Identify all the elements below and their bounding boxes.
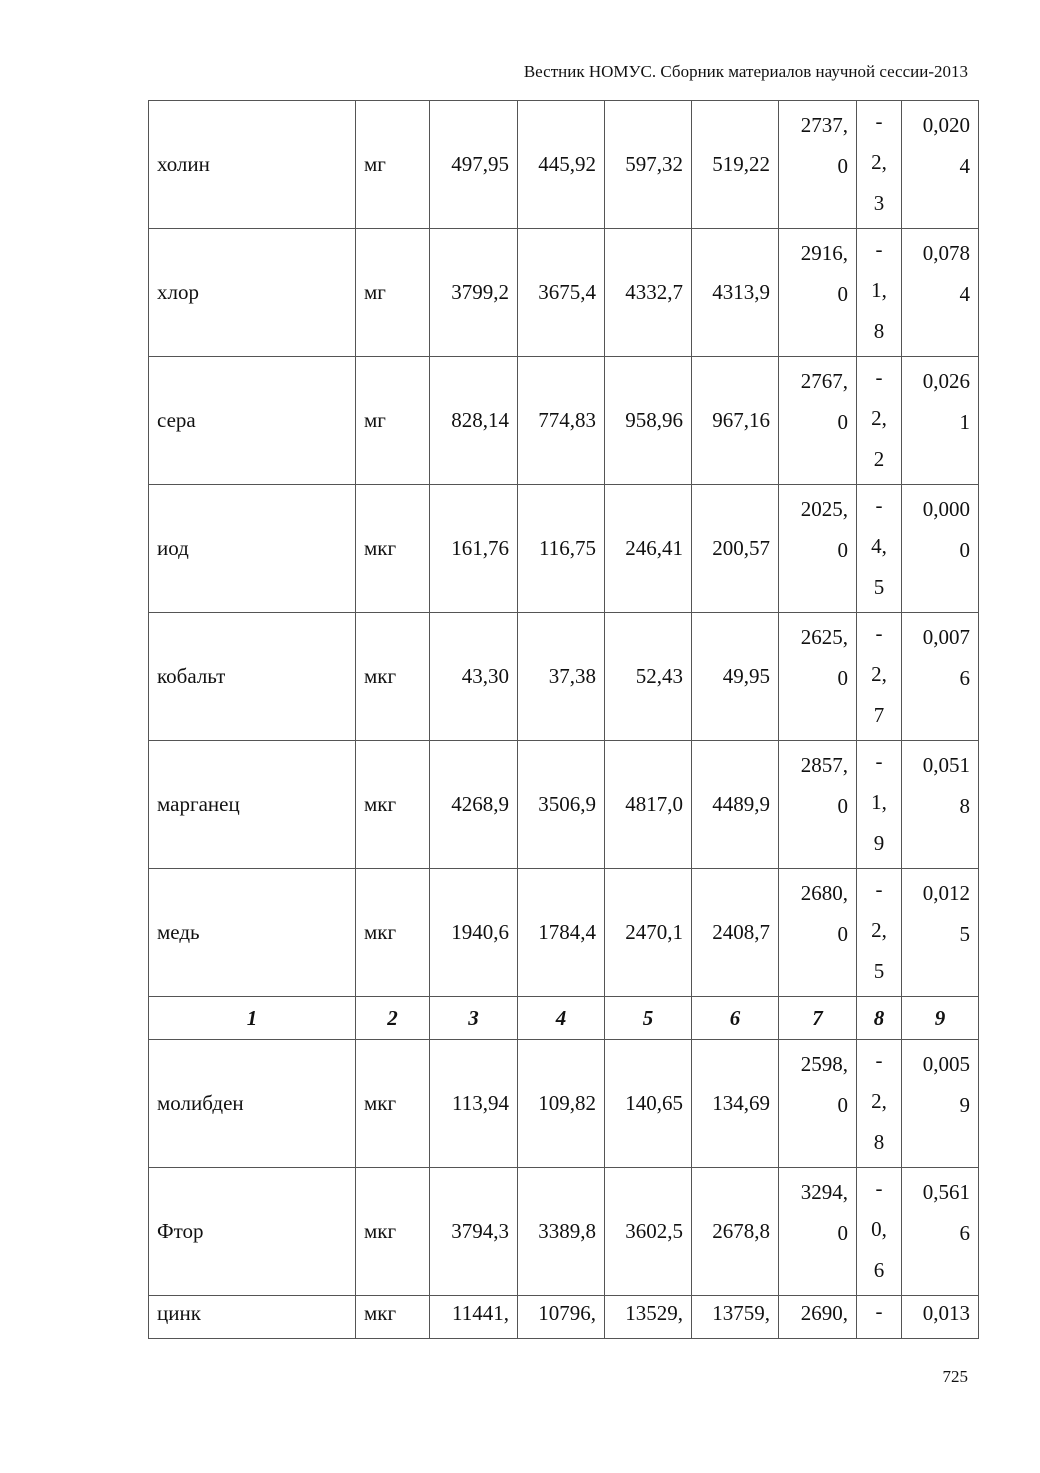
- cell-col7-line: 0: [837, 922, 848, 946]
- table-row: [149, 1040, 979, 1168]
- cell-col9-line: 0: [959, 538, 970, 562]
- cell-col8-line: -: [875, 1176, 883, 1200]
- cell-col7: [779, 485, 857, 613]
- cell-col3: 828,14: [430, 357, 518, 485]
- cell-col3: 161,76: [430, 485, 518, 613]
- cell-col4: 109,82: [518, 1040, 605, 1168]
- cell-unit: мкг: [356, 1168, 430, 1296]
- cell-col5: 958,96: [605, 357, 692, 485]
- cell-col9-line: 1: [959, 410, 970, 434]
- cell-col9: [902, 101, 979, 229]
- cell-unit: мкг: [356, 1296, 430, 1339]
- cell-col7-line: 2680,: [800, 881, 848, 905]
- column-index-cell: 9: [902, 997, 979, 1040]
- cell-col4: 3506,9: [518, 741, 605, 869]
- cell-col6: 519,22: [692, 101, 779, 229]
- cell-col9: [902, 229, 979, 357]
- cell-unit: мкг: [356, 1040, 430, 1168]
- table-row: [149, 1168, 979, 1296]
- cell-col9: [902, 357, 979, 485]
- cell-col3: 4268,9: [430, 741, 518, 869]
- table-row: [149, 1296, 979, 1339]
- cell-col8-line: 6: [873, 1258, 885, 1282]
- cell-col9-line: 0,561: [922, 1180, 970, 1204]
- cell-col5: 4332,7: [605, 229, 692, 357]
- cell-name: хлор: [149, 229, 356, 357]
- cell-col4: 3675,4: [518, 229, 605, 357]
- cell-col7-line: 0: [837, 410, 848, 434]
- cell-col8-line: 1,: [871, 278, 887, 302]
- cell-col6: 134,69: [692, 1040, 779, 1168]
- table-row: [149, 229, 979, 357]
- cell-col8-line: 2: [873, 447, 885, 471]
- cell-v4: 10796,: [518, 1296, 605, 1339]
- cell-col8-line: 2,: [871, 918, 887, 942]
- cell-col8-line: 5: [873, 575, 885, 599]
- table-body-upper: [149, 101, 979, 997]
- cell-col8: [857, 869, 902, 997]
- cell-col7: [779, 869, 857, 997]
- cell-col8-line: 0,: [871, 1217, 887, 1241]
- cell-col3: 3794,3: [430, 1168, 518, 1296]
- column-index-cell: 5: [605, 997, 692, 1040]
- cell-col7-line: 0: [837, 282, 848, 306]
- cell-col8: -: [857, 1296, 902, 1339]
- cell-col3: 1940,6: [430, 869, 518, 997]
- cell-col8-line: 3: [873, 191, 885, 215]
- cell-col9-line: 8: [959, 794, 970, 818]
- column-index-cell: 7: [779, 997, 857, 1040]
- cell-col7: [779, 1168, 857, 1296]
- cell-col4: 3389,8: [518, 1168, 605, 1296]
- cell-col5: 140,65: [605, 1040, 692, 1168]
- cell-col5: 3602,5: [605, 1168, 692, 1296]
- column-index-cell: 6: [692, 997, 779, 1040]
- table-row: [149, 357, 979, 485]
- table-row: [149, 101, 979, 229]
- cell-name: Фтор: [149, 1168, 356, 1296]
- cell-col8-line: -: [875, 237, 883, 261]
- cell-col5: 246,41: [605, 485, 692, 613]
- column-index-row: [149, 997, 979, 1040]
- cell-col3: 3799,2: [430, 229, 518, 357]
- cell-col8-line: 5: [873, 959, 885, 983]
- cell-col9-line: 0,078: [922, 241, 970, 265]
- cell-col7-line: 0: [837, 1221, 848, 1245]
- cell-col7-line: 0: [837, 666, 848, 690]
- cell-col4: 445,92: [518, 101, 605, 229]
- cell-col7-line: 0: [837, 154, 848, 178]
- cell-col7-line: 0: [837, 1093, 848, 1117]
- cell-col6: 4313,9: [692, 229, 779, 357]
- cell-v5: 13529,: [605, 1296, 692, 1339]
- cell-col8-line: -: [875, 365, 883, 389]
- cell-col7-line: 0: [837, 538, 848, 562]
- cell-col8: [857, 101, 902, 229]
- cell-col9: [902, 741, 979, 869]
- cell-col9-line: 6: [959, 666, 970, 690]
- column-index-cell: 4: [518, 997, 605, 1040]
- cell-name: цинк: [149, 1296, 356, 1339]
- cell-col9: [902, 869, 979, 997]
- cell-col4: 1784,4: [518, 869, 605, 997]
- cell-col9-line: 0,020: [922, 113, 970, 137]
- cell-col8: [857, 357, 902, 485]
- cell-col8-line: 8: [873, 1130, 885, 1154]
- table-row: [149, 869, 979, 997]
- cell-col9-line: 0,007: [922, 625, 970, 649]
- cell-unit: мкг: [356, 613, 430, 741]
- cell-col8-line: -: [875, 749, 883, 773]
- cell-col6: 200,57: [692, 485, 779, 613]
- cell-col7: [779, 613, 857, 741]
- cell-col8-line: 9: [873, 831, 885, 855]
- cell-v3: 11441,: [430, 1296, 518, 1339]
- cell-col9-line: 4: [959, 282, 970, 306]
- cell-name: иод: [149, 485, 356, 613]
- cell-unit: мкг: [356, 485, 430, 613]
- cell-col7: [779, 741, 857, 869]
- cell-col3: 43,30: [430, 613, 518, 741]
- cell-unit: мг: [356, 357, 430, 485]
- cell-col8-line: 4,: [871, 534, 887, 558]
- cell-col9-line: 0,012: [922, 881, 970, 905]
- cell-col8: [857, 741, 902, 869]
- cell-col6: 967,16: [692, 357, 779, 485]
- cell-unit: мкг: [356, 741, 430, 869]
- column-index-row-group: [149, 997, 979, 1040]
- cell-v7: 2690,: [779, 1296, 857, 1339]
- cell-col9-line: 6: [959, 1221, 970, 1245]
- cell-col7-line: 2598,: [800, 1052, 848, 1076]
- table-body-lower: [149, 1040, 979, 1296]
- cell-col8-line: -: [875, 1048, 883, 1072]
- cell-col4: 37,38: [518, 613, 605, 741]
- cell-name: кобальт: [149, 613, 356, 741]
- column-index-cell: 2: [356, 997, 430, 1040]
- cell-col8: [857, 1168, 902, 1296]
- cell-col8-line: 2,: [871, 406, 887, 430]
- cell-col8: [857, 613, 902, 741]
- cell-col9: [902, 485, 979, 613]
- cell-col9: [902, 1040, 979, 1168]
- cell-col6: 2408,7: [692, 869, 779, 997]
- cell-col4: 116,75: [518, 485, 605, 613]
- page-number: 725: [942, 1367, 968, 1386]
- cell-col7: [779, 101, 857, 229]
- cell-col8: [857, 1040, 902, 1168]
- cell-col7-line: 2025,: [800, 497, 848, 521]
- cell-col7-line: 2737,: [800, 113, 848, 137]
- cell-v6: 13759,: [692, 1296, 779, 1339]
- cell-col8-line: 2,: [871, 662, 887, 686]
- cell-col7-line: 2916,: [800, 241, 848, 265]
- cell-col7: [779, 357, 857, 485]
- cell-col9-line: 0,000: [922, 497, 970, 521]
- cell-unit: мкг: [356, 869, 430, 997]
- cell-col9-line: 0,051: [922, 753, 970, 777]
- cell-col9: [902, 613, 979, 741]
- cell-col7-line: 0: [837, 794, 848, 818]
- data-table: [148, 100, 979, 1339]
- cell-col5: 52,43: [605, 613, 692, 741]
- cell-col8-line: -: [875, 109, 883, 133]
- cell-col8-line: -: [875, 621, 883, 645]
- cell-unit: мг: [356, 101, 430, 229]
- cell-col5: 597,32: [605, 101, 692, 229]
- cell-col7: [779, 229, 857, 357]
- table-row: [149, 741, 979, 869]
- cell-col8-line: 2,: [871, 1089, 887, 1113]
- cell-col4: 774,83: [518, 357, 605, 485]
- cell-col8: [857, 485, 902, 613]
- cell-col9-line: 9: [959, 1093, 970, 1117]
- column-index-cell: 8: [857, 997, 902, 1040]
- cell-unit: мг: [356, 229, 430, 357]
- cell-col9-line: 5: [959, 922, 970, 946]
- cell-col6: 49,95: [692, 613, 779, 741]
- cell-col8-line: 8: [873, 319, 885, 343]
- column-index-cell: 3: [430, 997, 518, 1040]
- cell-col6: 4489,9: [692, 741, 779, 869]
- cell-name: холин: [149, 101, 356, 229]
- cell-col7-line: 2857,: [800, 753, 848, 777]
- cell-col3: 497,95: [430, 101, 518, 229]
- cell-col5: 4817,0: [605, 741, 692, 869]
- cell-col7-line: 3294,: [800, 1180, 848, 1204]
- cell-col3: 113,94: [430, 1040, 518, 1168]
- running-header: Вестник НОМУС. Сборник материалов научной сессии-2013: [523, 62, 968, 81]
- cell-col9-line: 4: [959, 154, 970, 178]
- column-index-cell: 1: [149, 997, 356, 1040]
- cell-col7-line: 2767,: [800, 369, 848, 393]
- cell-name: сера: [149, 357, 356, 485]
- cell-col8-line: -: [875, 877, 883, 901]
- cell-col5: 2470,1: [605, 869, 692, 997]
- cell-name: марганец: [149, 741, 356, 869]
- cell-name: молибден: [149, 1040, 356, 1168]
- cell-col9: 0,013: [902, 1296, 979, 1339]
- cell-col8-line: 1,: [871, 790, 887, 814]
- table-row: [149, 613, 979, 741]
- cell-col7-line: 2625,: [800, 625, 848, 649]
- cell-col9: [902, 1168, 979, 1296]
- table-body-last: [149, 1296, 979, 1339]
- cell-col6: 2678,8: [692, 1168, 779, 1296]
- cell-col9-line: 0,026: [922, 369, 970, 393]
- cell-col8-line: 7: [873, 703, 885, 727]
- cell-name: медь: [149, 869, 356, 997]
- cell-col8-line: 2,: [871, 150, 887, 174]
- table-row: [149, 485, 979, 613]
- cell-col8: [857, 229, 902, 357]
- cell-col9-line: 0,005: [922, 1052, 970, 1076]
- cell-col8-line: -: [875, 493, 883, 517]
- cell-col7: [779, 1040, 857, 1168]
